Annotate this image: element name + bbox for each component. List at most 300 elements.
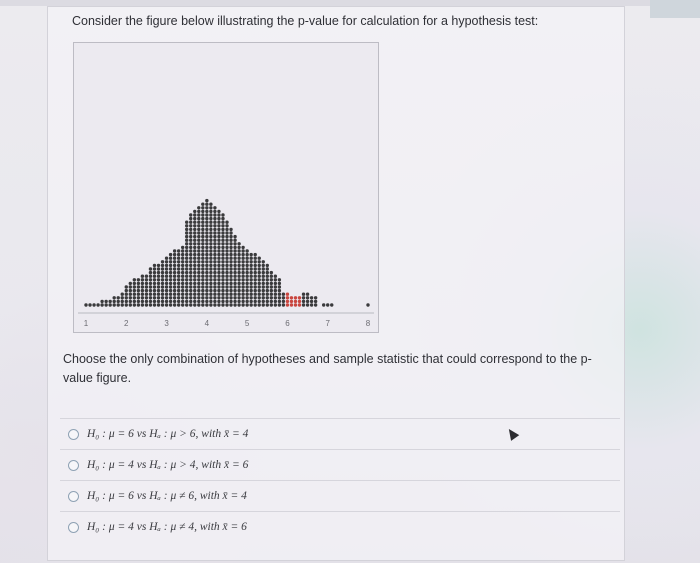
data-dot	[205, 275, 208, 278]
data-dot	[229, 231, 232, 234]
data-dot	[241, 260, 244, 263]
data-dot	[133, 282, 136, 285]
data-dot	[181, 289, 184, 292]
data-dot	[245, 296, 248, 299]
data-dot	[213, 296, 216, 299]
data-dot	[185, 282, 188, 285]
data-dot	[217, 278, 220, 281]
data-dot	[197, 253, 200, 256]
data-dot	[197, 278, 200, 281]
data-dot	[274, 303, 277, 306]
option-1[interactable]	[60, 418, 620, 449]
data-dot	[266, 303, 269, 306]
dot-plot-figure	[73, 42, 379, 333]
data-dot	[205, 296, 208, 299]
data-dot	[181, 275, 184, 278]
data-dot	[249, 303, 252, 306]
data-dot	[282, 293, 285, 296]
data-dot	[133, 289, 136, 292]
data-dot	[286, 296, 289, 299]
data-dot	[314, 300, 317, 303]
data-dot	[173, 249, 176, 252]
data-dot	[221, 231, 224, 234]
corner-tab[interactable]	[650, 0, 700, 18]
data-dot	[229, 303, 232, 306]
data-dot	[254, 282, 257, 285]
data-dot	[229, 264, 232, 267]
data-dot	[161, 303, 164, 306]
data-dot	[282, 296, 285, 299]
data-dot	[193, 253, 196, 256]
data-dot	[189, 285, 192, 288]
data-dot	[185, 260, 188, 263]
data-dot	[298, 303, 301, 306]
data-dot	[262, 282, 265, 285]
data-dot	[294, 300, 297, 303]
data-dot	[141, 300, 144, 303]
data-dot	[197, 285, 200, 288]
data-dot	[205, 242, 208, 245]
x-tick-label: 8	[365, 319, 371, 328]
data-dot	[217, 260, 220, 263]
data-dot	[229, 228, 232, 231]
data-dot	[121, 300, 124, 303]
data-dot	[306, 296, 309, 299]
data-dot	[145, 275, 148, 278]
data-dot	[217, 271, 220, 274]
data-dot	[209, 275, 212, 278]
data-dot	[169, 296, 172, 299]
data-dot	[169, 282, 172, 285]
data-dot	[161, 289, 164, 292]
data-dot	[189, 253, 192, 256]
data-dot	[197, 231, 200, 234]
data-dot	[165, 260, 168, 263]
data-dot	[221, 221, 224, 224]
data-dot	[141, 282, 144, 285]
data-dot	[169, 300, 172, 303]
data-dot	[217, 246, 220, 249]
option-3[interactable]	[60, 480, 620, 511]
data-dot	[173, 289, 176, 292]
data-dot	[249, 267, 252, 270]
data-dot	[177, 296, 180, 299]
data-dot	[189, 221, 192, 224]
data-dot	[262, 260, 265, 263]
data-dot	[185, 242, 188, 245]
data-dot	[225, 296, 228, 299]
data-dot	[141, 296, 144, 299]
data-dot	[266, 285, 269, 288]
data-dot	[145, 278, 148, 281]
data-dot	[205, 264, 208, 267]
data-dot	[209, 213, 212, 216]
data-dot	[201, 300, 204, 303]
data-dot	[217, 285, 220, 288]
data-dot	[249, 271, 252, 274]
data-dot	[217, 217, 220, 220]
data-dot	[133, 293, 136, 296]
data-dot	[145, 296, 148, 299]
data-dot	[169, 257, 172, 260]
data-dot	[237, 260, 240, 263]
data-dot	[173, 275, 176, 278]
data-dot	[169, 271, 172, 274]
data-dot	[298, 296, 301, 299]
data-dot	[217, 253, 220, 256]
data-dot	[213, 271, 216, 274]
data-dot	[225, 289, 228, 292]
data-dot	[217, 242, 220, 245]
data-dot	[201, 285, 204, 288]
data-dot	[221, 235, 224, 238]
data-dot	[221, 296, 224, 299]
data-dot	[274, 296, 277, 299]
data-dot	[245, 264, 248, 267]
data-dot	[258, 300, 261, 303]
data-dot	[254, 293, 257, 296]
data-dot	[213, 246, 216, 249]
data-dot	[278, 282, 281, 285]
data-dot	[237, 278, 240, 281]
data-dot	[153, 300, 156, 303]
data-dot	[185, 296, 188, 299]
data-dot	[241, 275, 244, 278]
data-dot	[225, 235, 228, 238]
data-dot	[201, 253, 204, 256]
data-dot	[153, 271, 156, 274]
data-dot	[153, 264, 156, 267]
data-dot	[165, 285, 168, 288]
data-dot	[237, 303, 240, 306]
data-dot	[169, 253, 172, 256]
data-dot	[145, 285, 148, 288]
radio-button-icon[interactable]	[68, 429, 79, 440]
data-dot	[254, 278, 257, 281]
data-dot	[189, 224, 192, 227]
data-dot	[233, 296, 236, 299]
data-dot	[225, 271, 228, 274]
data-dot	[133, 285, 136, 288]
data-dot	[217, 224, 220, 227]
data-dot	[201, 206, 204, 209]
data-dot	[245, 293, 248, 296]
data-dot	[245, 289, 248, 292]
data-dot	[326, 303, 329, 306]
radio-button-icon[interactable]	[68, 522, 79, 533]
data-dot	[177, 285, 180, 288]
data-dot	[197, 235, 200, 238]
data-dot	[141, 285, 144, 288]
data-dot	[209, 217, 212, 220]
data-dot	[197, 206, 200, 209]
data-dot	[181, 260, 184, 263]
data-dot	[266, 289, 269, 292]
data-dot	[221, 303, 224, 306]
data-dot	[100, 300, 103, 303]
data-dot	[241, 249, 244, 252]
data-dot	[165, 267, 168, 270]
data-dot	[185, 278, 188, 281]
option-4[interactable]	[60, 511, 620, 542]
data-dot	[229, 267, 232, 270]
data-dot	[241, 278, 244, 281]
data-dot	[153, 293, 156, 296]
data-dot	[161, 264, 164, 267]
data-dot	[177, 271, 180, 274]
data-dot	[193, 231, 196, 234]
data-dot	[185, 293, 188, 296]
data-dot	[217, 296, 220, 299]
data-dot	[217, 228, 220, 231]
data-dot	[125, 285, 128, 288]
data-dot	[173, 285, 176, 288]
data-dot	[153, 278, 156, 281]
data-dot	[241, 285, 244, 288]
option-label: H₀ : μ = 6 vs Hₐ : μ ≠ 6, with x̄ = 4	[87, 490, 247, 502]
data-dot	[221, 242, 224, 245]
data-dot	[221, 300, 224, 303]
data-dot	[258, 257, 261, 260]
data-dot	[249, 293, 252, 296]
data-dot	[205, 300, 208, 303]
radio-button-icon[interactable]	[68, 460, 79, 471]
data-dot	[225, 278, 228, 281]
option-2[interactable]	[60, 449, 620, 480]
data-dot	[225, 267, 228, 270]
data-dot	[241, 293, 244, 296]
data-dot	[205, 249, 208, 252]
data-dot	[233, 239, 236, 242]
data-dot	[108, 300, 111, 303]
option-label: H₀ : μ = 4 vs Hₐ : μ ≠ 4, with x̄ = 6	[87, 521, 247, 533]
data-dot	[181, 300, 184, 303]
data-dot	[133, 300, 136, 303]
data-dot	[177, 267, 180, 270]
data-dot	[193, 300, 196, 303]
data-dot	[185, 300, 188, 303]
data-dot	[165, 282, 168, 285]
data-dot	[237, 285, 240, 288]
data-dot	[185, 239, 188, 242]
data-dot	[189, 257, 192, 260]
data-dot	[117, 300, 120, 303]
data-dot	[189, 228, 192, 231]
data-dot	[237, 253, 240, 256]
data-dot	[294, 303, 297, 306]
data-dot	[149, 300, 152, 303]
data-dot	[197, 300, 200, 303]
x-tick-label: 6	[285, 319, 290, 328]
data-dot	[193, 257, 196, 260]
data-dot	[181, 264, 184, 267]
data-dot	[237, 264, 240, 267]
data-dot	[217, 210, 220, 213]
data-dot	[205, 217, 208, 220]
data-dot	[221, 253, 224, 256]
data-dot	[237, 246, 240, 249]
data-dot	[229, 242, 232, 245]
data-dot	[314, 303, 317, 306]
data-dot	[270, 285, 273, 288]
data-dot	[205, 203, 208, 206]
data-dot	[181, 278, 184, 281]
data-dot	[169, 264, 172, 267]
data-dot	[153, 282, 156, 285]
data-dot	[197, 246, 200, 249]
data-dot	[205, 213, 208, 216]
data-dot	[185, 275, 188, 278]
data-dot	[213, 300, 216, 303]
data-dot	[201, 275, 204, 278]
data-dot	[241, 257, 244, 260]
data-dot	[254, 285, 257, 288]
data-dot	[241, 300, 244, 303]
data-dot	[88, 303, 91, 306]
data-dot	[229, 246, 232, 249]
data-dot	[274, 278, 277, 281]
data-dot	[173, 260, 176, 263]
data-dot	[213, 228, 216, 231]
data-dot	[254, 300, 257, 303]
data-dot	[245, 300, 248, 303]
data-dot	[209, 242, 212, 245]
data-dot	[245, 249, 248, 252]
data-dot	[129, 282, 132, 285]
data-dot	[205, 303, 208, 306]
data-dot	[225, 257, 228, 260]
data-dot	[177, 260, 180, 263]
data-dot	[193, 285, 196, 288]
data-dot	[213, 257, 216, 260]
data-dot	[258, 289, 261, 292]
data-dot	[225, 300, 228, 303]
data-dot	[197, 213, 200, 216]
data-dot	[229, 253, 232, 256]
data-dot	[177, 289, 180, 292]
data-dot	[189, 239, 192, 242]
data-dot	[177, 275, 180, 278]
data-dot	[165, 303, 168, 306]
data-dot	[254, 289, 257, 292]
data-dot	[266, 267, 269, 270]
data-dot	[266, 278, 269, 281]
data-dot	[241, 253, 244, 256]
data-dot	[310, 303, 313, 306]
data-dot	[205, 282, 208, 285]
data-dot	[225, 239, 228, 242]
data-dot	[233, 267, 236, 270]
data-dot	[185, 271, 188, 274]
data-dot	[149, 296, 152, 299]
data-dot	[245, 260, 248, 263]
data-dot	[165, 278, 168, 281]
data-dot	[233, 264, 236, 267]
data-dot	[262, 278, 265, 281]
data-dot	[254, 271, 257, 274]
data-dot	[310, 296, 313, 299]
data-dot	[173, 257, 176, 260]
data-dot	[165, 264, 168, 267]
data-dot	[189, 303, 192, 306]
data-dot	[149, 278, 152, 281]
data-dot	[225, 253, 228, 256]
data-dot	[185, 289, 188, 292]
data-dot	[141, 303, 144, 306]
data-dot	[189, 282, 192, 285]
data-dot	[209, 289, 212, 292]
data-dot	[193, 278, 196, 281]
data-dot	[205, 206, 208, 209]
data-dot	[237, 242, 240, 245]
x-tick-label: 5	[244, 319, 250, 328]
data-dot	[254, 257, 257, 260]
data-dot	[92, 303, 95, 306]
data-dot	[189, 271, 192, 274]
data-dot	[274, 293, 277, 296]
data-dot	[258, 271, 261, 274]
data-dot	[157, 275, 160, 278]
data-dot	[258, 303, 261, 306]
data-dot	[197, 267, 200, 270]
data-dot	[113, 303, 116, 306]
data-dot	[169, 293, 172, 296]
data-dot	[322, 303, 325, 306]
data-dot	[229, 249, 232, 252]
data-dot	[245, 303, 248, 306]
data-dot	[173, 303, 176, 306]
data-dot	[290, 300, 293, 303]
data-dot	[233, 271, 236, 274]
data-dot	[197, 264, 200, 267]
data-dot	[254, 264, 257, 267]
data-dot	[229, 239, 232, 242]
data-dot	[185, 257, 188, 260]
data-dot	[189, 264, 192, 267]
data-dot	[197, 260, 200, 263]
data-dot	[278, 289, 281, 292]
data-dot	[113, 296, 116, 299]
data-dot	[197, 296, 200, 299]
data-dot	[189, 278, 192, 281]
data-dot	[217, 282, 220, 285]
data-dot	[229, 235, 232, 238]
data-dot	[205, 246, 208, 249]
data-dot	[209, 257, 212, 260]
data-dot	[237, 282, 240, 285]
data-dot	[177, 300, 180, 303]
data-dot	[189, 267, 192, 270]
data-dot	[286, 300, 289, 303]
data-dot	[157, 264, 160, 267]
data-dot	[104, 300, 107, 303]
data-dot	[262, 275, 265, 278]
data-dot	[173, 300, 176, 303]
data-dot	[217, 289, 220, 292]
data-dot	[233, 246, 236, 249]
data-dot	[201, 260, 204, 263]
data-dot	[217, 249, 220, 252]
data-dot	[249, 260, 252, 263]
data-dot	[201, 303, 204, 306]
data-dot	[245, 278, 248, 281]
data-dot	[185, 246, 188, 249]
data-dot	[270, 289, 273, 292]
data-dot	[173, 264, 176, 267]
radio-button-icon[interactable]	[68, 491, 79, 502]
data-dot	[213, 213, 216, 216]
data-dot	[133, 296, 136, 299]
